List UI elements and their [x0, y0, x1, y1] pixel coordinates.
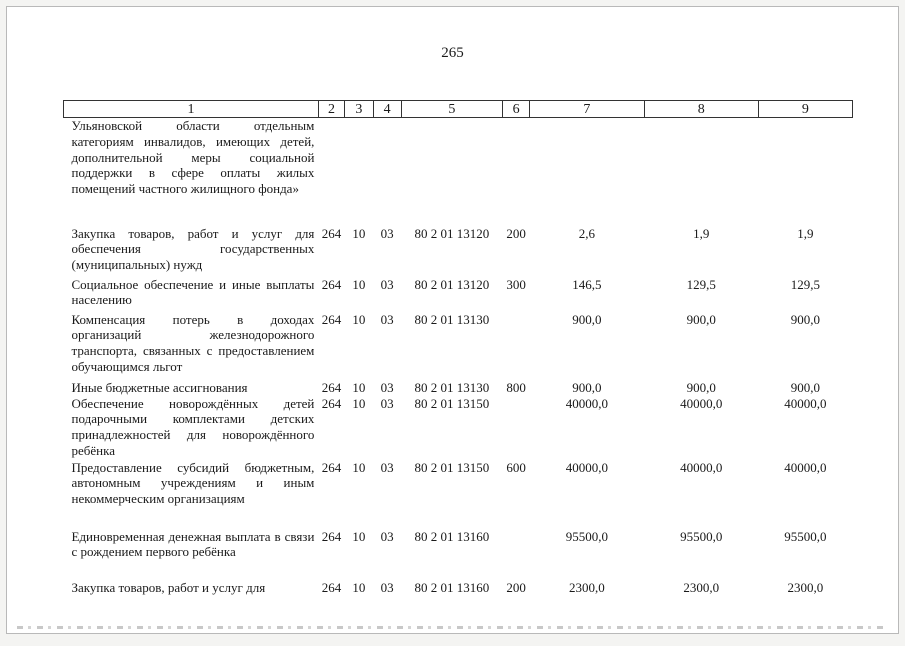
cell-ministry: 264: [321, 459, 342, 475]
cell-sum-col8: 900,0: [686, 311, 716, 327]
cell-subsection: 03: [380, 459, 394, 475]
cell-sum-col7: 2300,0: [569, 579, 605, 595]
row-name: Единовременная денежная выплата в связи с рождением первого ребёнка: [71, 528, 315, 560]
cell-sum-col9: 1,9: [797, 225, 814, 241]
cell-target-article: 80 2 01 13160: [414, 528, 490, 544]
cell-ministry: 264: [321, 579, 342, 595]
cell-subsection: 03: [380, 225, 394, 241]
table-body: [64, 118, 853, 598]
cell-sum-col7: 900,0: [572, 311, 602, 327]
cell-section: 10: [352, 395, 366, 411]
cell-sum-col7: 2,6: [578, 225, 596, 241]
cell-sum-col9: 129,5: [790, 276, 821, 292]
cell-sum-col7: 40000,0: [565, 459, 609, 475]
cell-subsection: 03: [380, 311, 394, 327]
row-name: Иные бюджетные ассигнования: [71, 379, 248, 395]
cell-sum-col9: 900,0: [790, 379, 821, 395]
cell-target-article: 80 2 01 13130: [414, 311, 490, 327]
cell-sum-col8: 2300,0: [683, 579, 720, 595]
cell-sum-col8: 40000,0: [680, 395, 723, 411]
table-row: [64, 380, 853, 396]
cell-subsection: 03: [380, 276, 394, 292]
row-name: Закупка товаров, работ и услуг для: [71, 579, 266, 595]
page-number: 265: [441, 45, 464, 61]
cell-section: 10: [352, 528, 366, 544]
cell-sum-col8: 129,5: [686, 276, 716, 292]
cell-target-article: [401, 118, 502, 226]
cell-subsection: 03: [380, 528, 394, 544]
cell-ministry: 264: [321, 395, 342, 411]
column-header: 9: [758, 101, 852, 118]
column-header: 3: [345, 101, 373, 118]
table-row: [64, 529, 853, 580]
cell-sum-col8: 1,9: [693, 225, 710, 241]
cell-sum-col9: 95500,0: [784, 528, 827, 544]
row-name: Закупка товаров, работ и услуг для обеспечения государственных (муниципальных) нужд: [71, 225, 315, 273]
cell-expense-type: [502, 312, 529, 380]
row-name: Обеспечение новорождённых детей подарочными комплектами детских принадлежностей для новорождённого ребёнка: [71, 395, 315, 458]
column-header: 7: [530, 101, 644, 118]
table-row: [64, 277, 853, 312]
cell-sum-col7: 900,0: [572, 379, 602, 395]
cell-subsection: 03: [380, 579, 394, 595]
row-name: Предоставление субсидий бюджетным, автономным учреждениям и иным некоммерческим организациям: [71, 459, 315, 507]
column-header: 8: [644, 101, 758, 118]
row-name: Ульяновской области отдельным категориям инвалидов, имеющих детей, дополнительной меры социальной поддержки в сфере оплаты жилых помещений частного жилищного фонда»: [71, 118, 315, 197]
cell-ministry: 264: [321, 225, 342, 241]
cell-target-article: 80 2 01 13120: [414, 276, 490, 292]
cell-target-article: 80 2 01 13120: [414, 225, 490, 241]
cell-sum-col8: 40000,0: [680, 459, 723, 475]
document-page: [6, 6, 899, 634]
cell-sum-col9: 40000,0: [784, 459, 827, 475]
table-row: [64, 580, 853, 598]
table-header: [64, 101, 853, 118]
table-row: [64, 118, 853, 226]
cell-section: 10: [352, 379, 366, 395]
cell-subsection: 03: [380, 379, 394, 395]
cell-expense-type: 800: [506, 379, 526, 395]
cell-ministry: 264: [321, 379, 342, 395]
cell-subsection: [373, 118, 401, 226]
cell-section: 10: [352, 459, 366, 475]
cell-sum-col9: 40000,0: [784, 395, 827, 411]
cell-sum-col8: [644, 118, 758, 226]
column-header: 5: [401, 101, 502, 118]
cell-sum-col9: 2300,0: [787, 579, 824, 595]
table-row: [64, 226, 853, 277]
table-row: [64, 396, 853, 460]
cell-target-article: 80 2 01 13150: [414, 459, 490, 475]
column-header: 6: [502, 101, 529, 118]
budget-table: [63, 100, 853, 598]
cell-expense-type: [502, 118, 529, 226]
cell-ministry: [318, 118, 344, 226]
cell-section: 10: [352, 276, 366, 292]
cell-expense-type: [502, 529, 529, 580]
cell-subsection: 03: [380, 395, 394, 411]
cell-expense-type: 300: [506, 276, 526, 292]
cell-sum-col7: 146,5: [572, 276, 602, 292]
cell-section: 10: [352, 225, 366, 241]
cell-target-article: 80 2 01 13130: [414, 379, 490, 395]
row-name: Социальное обеспечение и иные выплаты населению: [71, 276, 315, 308]
table-row: [64, 460, 853, 529]
cell-sum-col9: 900,0: [790, 311, 821, 327]
scan-edge-artifact: [17, 626, 888, 629]
cell-target-article: 80 2 01 13160: [414, 579, 490, 595]
column-header: 1: [64, 101, 319, 118]
cell-expense-type: 200: [506, 225, 526, 241]
cell-expense-type: 600: [506, 459, 526, 475]
cell-sum-col8: 95500,0: [680, 528, 723, 544]
cell-sum-col9: [758, 118, 852, 226]
cell-target-article: 80 2 01 13150: [414, 395, 490, 411]
cell-section: 10: [352, 311, 366, 327]
cell-section: 10: [352, 579, 366, 595]
cell-ministry: 264: [321, 276, 342, 292]
column-header: 2: [318, 101, 344, 118]
column-header: 4: [373, 101, 401, 118]
row-name: Компенсация потерь в доходах организаций железнодорожного транспорта, связанных с предоставлением обучающимся льгот: [71, 311, 315, 374]
cell-ministry: 264: [321, 528, 342, 544]
cell-sum-col7: 95500,0: [565, 528, 609, 544]
table-row: [64, 312, 853, 380]
cell-ministry: 264: [321, 311, 342, 327]
cell-sum-col8: 900,0: [686, 379, 716, 395]
cell-expense-type: 200: [506, 579, 526, 595]
cell-section: [345, 118, 373, 226]
cell-expense-type: [502, 396, 529, 460]
cell-sum-col7: [530, 118, 644, 226]
cell-sum-col7: 40000,0: [565, 395, 609, 411]
